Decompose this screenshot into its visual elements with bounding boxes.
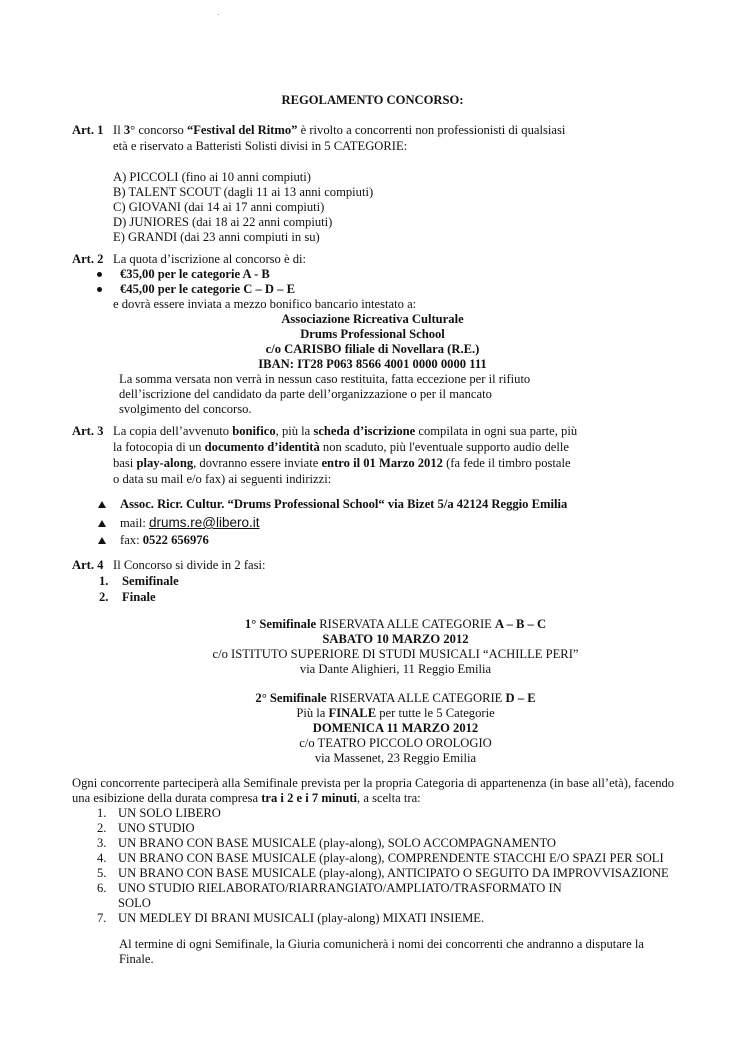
closing-note-2: Finale.	[119, 952, 154, 966]
category-b: B) TALENT SCOUT (dagli 11 ai 13 anni compiuti)	[113, 185, 374, 199]
art3-line3: basi play-along, dovranno essere inviate entro il 01 Marzo 2012 (fa fede il timbro postale	[113, 456, 571, 470]
semi1-street: via Dante Alighieri, 11 Reggio Emilia	[299, 662, 492, 676]
art2-label: Art. 2	[72, 252, 104, 266]
option-item: UN SOLO LIBERO	[118, 806, 221, 820]
semi1-venue: c/o ISTITUTO SUPERIORE DI STUDI MUSICALI “ACHILLE PERI”	[212, 647, 579, 661]
document-title: REGOLAMENTO CONCORSO:	[281, 93, 464, 107]
refund-note-2: dell’iscrizione del candidato da parte dell’organizzazione o per il mancato	[119, 387, 492, 401]
category-a: A) PICCOLI (fino ai 10 anni compiuti)	[113, 170, 311, 184]
art3-line4: o data su mail e/o fax) ai seguenti indirizzi:	[113, 472, 332, 486]
rules-para-1: Ogni concorrente parteciperà alla Semifinale prevista per la propria Categoria di appartenenza (in base all’età), facendo	[72, 776, 675, 790]
category-e: E) GRANDI (dai 23 anni compiuti in su)	[113, 230, 320, 244]
refund-note-3: svolgimento del concorso.	[119, 402, 252, 416]
mail-item: mail: drums.re@libero.it	[98, 515, 260, 531]
option-number: 1.	[97, 806, 107, 820]
art2-line1: La quota d’iscrizione al concorso è di:	[113, 252, 307, 266]
option-item: UN BRANO CON BASE MUSICALE (play-along), SOLO ACCOMPAGNAMENTO	[118, 836, 557, 850]
art2-line2: e dovrà essere inviata a mezzo bonifico bancario intestato a:	[113, 297, 417, 311]
category-c: C) GIOVANI (dai 14 ai 17 anni compiuti)	[113, 200, 325, 214]
closing-note-1: Al termine di ogni Semifinale, la Giuria comunicherà i nomi dei concorrenti che andranno a disputare la	[119, 937, 644, 951]
triangle-bullet-icon	[98, 501, 106, 508]
semi2-final-note: Più la FINALE per tutte le 5 Categorie	[296, 706, 495, 720]
art1-line1: Il 3° concorso “Festival del Ritmo” è rivolto a concorrenti non professionisti di qualsiasi	[113, 123, 566, 137]
option-item: UNO STUDIO RIELABORATO/RIARRANGIATO/AMPLIATO/TRASFORMATO IN	[118, 881, 562, 895]
semi2-heading: 2° Semifinale RISERVATA ALLE CATEGORIE D – E	[255, 691, 536, 705]
bullet-icon	[97, 272, 102, 277]
art3-label: Art. 3	[72, 424, 104, 438]
bank-holder: Associazione Ricreativa Culturale	[281, 312, 464, 326]
fee-item-cde: €45,00 per le categorie C – D – E	[97, 282, 295, 297]
scan-speck	[218, 14, 219, 15]
option-number: 3.	[97, 836, 107, 850]
semi2-venue: c/o TEATRO PICCOLO OROLOGIO	[299, 736, 492, 750]
triangle-bullet-icon	[98, 537, 106, 544]
option-number: 7.	[97, 911, 107, 925]
bank-holder-name: Drums Professional School	[300, 327, 445, 341]
art4-line1: Il Concorso si divide in 2 fasi:	[113, 558, 266, 572]
bank-iban: IBAN: IT28 P063 8566 4001 0000 0000 111	[258, 357, 487, 371]
phase-number-1: 1.	[99, 574, 109, 588]
option-item: UNO STUDIO	[118, 821, 195, 835]
bullet-icon	[97, 287, 102, 292]
fax-item: fax: 0522 656976	[98, 533, 209, 548]
phase-name-1: Semifinale	[122, 574, 179, 588]
rules-para-2: una esibizione della durata compresa tra i 2 e i 7 minuti, a scelta tra:	[72, 791, 421, 805]
phase-number-2: 2.	[99, 590, 109, 604]
art3-line2: la fotocopia di un documento d’identità non scaduto, più l'eventuale supporto audio delle	[113, 440, 569, 454]
semi2-date: DOMENICA 11 MARZO 2012	[312, 721, 479, 735]
semi1-heading: 1° Semifinale RISERVATA ALLE CATEGORIE A – B – C	[244, 617, 547, 631]
option-number: 5.	[97, 866, 107, 880]
option-item: UN MEDLEY DI BRANI MUSICALI (play-along) MIXATI INSIEME.	[118, 911, 485, 925]
option-item-continued: SOLO	[118, 896, 151, 910]
semi2-street: via Massenet, 23 Reggio Emilia	[314, 751, 477, 765]
triangle-bullet-icon	[98, 520, 106, 527]
category-d: D) JUNIORES (dai 18 ai 22 anni compiuti)	[113, 215, 333, 229]
option-number: 6.	[97, 881, 107, 895]
option-number: 2.	[97, 821, 107, 835]
phase-name-2: Finale	[122, 590, 156, 604]
art4-label: Art. 4	[72, 558, 104, 572]
address-item: Assoc. Ricr. Cultur. “Drums Professional School“ via Bizet 5/a 42124 Reggio Emilia	[98, 497, 567, 512]
bank-branch: c/o CARISBO filiale di Novellara (R.E.)	[265, 342, 480, 356]
semi1-date: SABATO 10 MARZO 2012	[322, 632, 469, 646]
refund-note-1: La somma versata non verrà in nessun caso restituita, fatta eccezione per il rifiuto	[119, 372, 531, 386]
option-item: UN BRANO CON BASE MUSICALE (play-along), COMPRENDENTE STACCHI E/O SPAZI PER SOLI	[118, 851, 664, 865]
option-number: 4.	[97, 851, 107, 865]
art3-line1: La copia dell’avvenuto bonifico, più la scheda d’iscrizione compilata in ogni sua parte, più	[113, 424, 578, 438]
art1-line2: età e riservato a Batteristi Solisti divisi in 5 CATEGORIE:	[113, 139, 408, 153]
fee-item-ab: €35,00 per le categorie A - B	[97, 267, 270, 282]
art1-label: Art. 1	[72, 123, 104, 137]
email-link[interactable]: drums.re@libero.it	[149, 515, 260, 530]
option-item: UN BRANO CON BASE MUSICALE (play-along), ANTICIPATO O SEGUITO DA IMPROVVISAZIONE	[118, 866, 669, 880]
